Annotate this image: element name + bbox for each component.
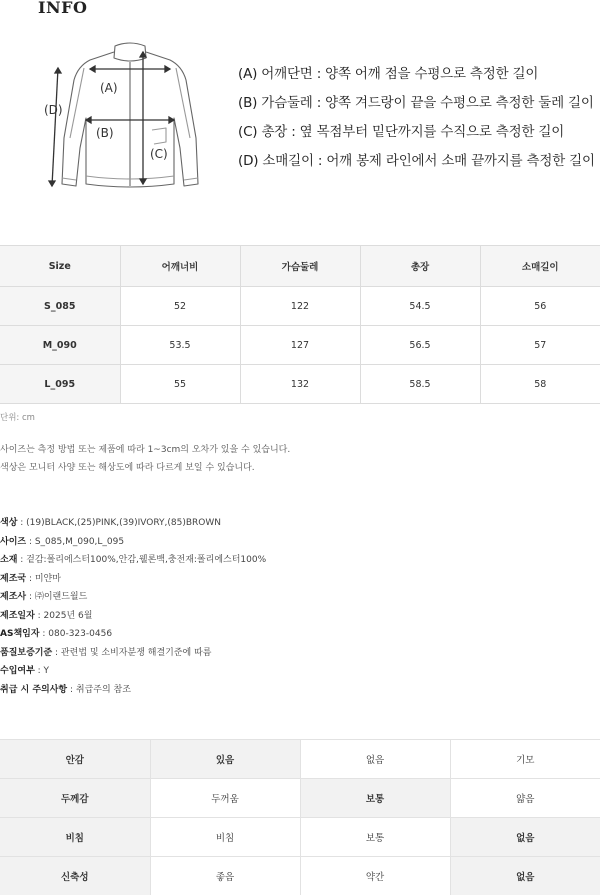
fabric-feel-table bbox=[0, 739, 600, 895]
spec-label: 수입여부 bbox=[0, 666, 35, 676]
label-c: (C) bbox=[150, 147, 168, 161]
spec-value: : 취급주의 참조 bbox=[67, 684, 131, 695]
spec-label: 사이즈 bbox=[0, 536, 27, 547]
size-cell: S_085 bbox=[0, 287, 120, 326]
feel-row-label: 안감 bbox=[0, 740, 150, 779]
jacket-measurement-diagram bbox=[40, 38, 220, 198]
spec-value: : 겉감:폴리에스터100%,안감,웰론백,충전재:폴리에스터100% bbox=[17, 555, 267, 565]
size-cell: 56.5 bbox=[360, 326, 480, 365]
spec-label: 제조국 bbox=[0, 573, 27, 584]
feel-option: 얇음 bbox=[450, 779, 600, 818]
feel-row-label: 신축성 bbox=[0, 857, 150, 895]
feel-option: 좋음 bbox=[150, 857, 300, 895]
spec-value: : 080-323-0456 bbox=[39, 629, 113, 639]
size-cell: 58.5 bbox=[360, 365, 480, 404]
feel-option: 비침 bbox=[150, 818, 300, 857]
table-row bbox=[0, 740, 600, 779]
spec-row-date bbox=[0, 608, 266, 627]
measurement-legend bbox=[238, 64, 595, 180]
legend-line-c: (C) 총장 : 옆 목점부터 밑단까지를 수직으로 측정한 길이 bbox=[238, 124, 565, 140]
size-header-size: Size bbox=[0, 246, 120, 287]
table-row bbox=[0, 365, 600, 404]
spec-label: 색상 bbox=[0, 518, 18, 528]
spec-label: 제조사 bbox=[0, 592, 27, 602]
spec-value: : (19)BLACK,(25)PINK,(39)IVORY,(85)BROWN bbox=[17, 518, 221, 528]
spec-value: : ㈜이랜드월드 bbox=[26, 592, 88, 602]
feel-option: 약간 bbox=[300, 857, 450, 895]
feel-option: 없음 bbox=[450, 818, 600, 857]
spec-label: AS책임자 bbox=[0, 629, 40, 639]
table-row bbox=[0, 818, 600, 857]
feel-option: 두꺼움 bbox=[150, 779, 300, 818]
spec-row-color bbox=[0, 515, 266, 534]
feel-option: 보통 bbox=[300, 818, 450, 857]
spec-value: : 관련법 및 소비자분쟁 해결기준에 따름 bbox=[52, 647, 212, 658]
size-header-length: 총장 bbox=[360, 246, 480, 287]
page-title: INFO bbox=[38, 0, 88, 17]
spec-row-import bbox=[0, 663, 266, 682]
spec-label: 품질보증기준 bbox=[0, 647, 53, 658]
label-a: (A) bbox=[100, 81, 118, 95]
feel-option: 있음 bbox=[150, 740, 300, 779]
size-cell: L_095 bbox=[0, 365, 120, 404]
size-cell: M_090 bbox=[0, 326, 120, 365]
spec-row-manufacturer bbox=[0, 589, 266, 608]
spec-row-as bbox=[0, 626, 266, 645]
legend-line-d: (D) 소매길이 : 어깨 봉제 라인에서 소매 끝까지를 측정한 길이 bbox=[238, 153, 595, 169]
spec-row-material bbox=[0, 552, 266, 571]
spec-row-country bbox=[0, 571, 266, 590]
spec-row-warranty bbox=[0, 645, 266, 664]
size-cell: 127 bbox=[240, 326, 360, 365]
table-row bbox=[0, 857, 600, 895]
feel-row-label: 비침 bbox=[0, 818, 150, 857]
spec-label: 소재 bbox=[0, 555, 18, 565]
size-cell: 54.5 bbox=[360, 287, 480, 326]
size-cell: 55 bbox=[120, 365, 240, 404]
label-d: (D) bbox=[44, 103, 63, 117]
size-cell: 52 bbox=[120, 287, 240, 326]
unit-note: 단위: cm bbox=[0, 413, 35, 423]
size-table-header-row bbox=[0, 246, 600, 287]
table-row bbox=[0, 326, 600, 365]
size-notes bbox=[0, 441, 290, 477]
size-header-chest: 가슴둘레 bbox=[240, 246, 360, 287]
spec-row-size bbox=[0, 534, 266, 553]
legend-line-a: (A) 어깨단면 : 양쪽 어깨 점을 수평으로 측정한 길이 bbox=[238, 66, 539, 82]
table-row bbox=[0, 779, 600, 818]
spec-label: 취급 시 주의사항 bbox=[0, 684, 68, 695]
size-table bbox=[0, 245, 600, 404]
size-cell: 57 bbox=[480, 326, 600, 365]
legend-line-b: (B) 가슴둘레 : 양쪽 겨드랑이 끝을 수평으로 측정한 둘레 길이 bbox=[238, 95, 594, 111]
size-header-shoulder: 어깨너비 bbox=[120, 246, 240, 287]
product-specs bbox=[0, 515, 266, 700]
size-cell: 56 bbox=[480, 287, 600, 326]
feel-option: 없음 bbox=[300, 740, 450, 779]
note-line: 사이즈는 측정 방법 또는 제품에 따라 1~3cm의 오차가 있을 수 있습니다. bbox=[0, 445, 291, 455]
spec-label: 제조일자 bbox=[0, 610, 35, 621]
note-line: 색상은 모니터 사양 또는 해상도에 따라 다르게 보일 수 있습니다. bbox=[0, 463, 255, 473]
feel-option: 기모 bbox=[450, 740, 600, 779]
feel-row-label: 두께감 bbox=[0, 779, 150, 818]
size-cell: 53.5 bbox=[120, 326, 240, 365]
feel-option: 없음 bbox=[450, 857, 600, 895]
size-cell: 132 bbox=[240, 365, 360, 404]
spec-row-care bbox=[0, 682, 266, 701]
spec-value: : S_085,M_090,L_095 bbox=[26, 536, 125, 547]
label-b: (B) bbox=[96, 126, 114, 140]
size-cell: 122 bbox=[240, 287, 360, 326]
size-header-sleeve: 소매길이 bbox=[480, 246, 600, 287]
spec-value: : 2025년 6월 bbox=[34, 610, 93, 621]
table-row bbox=[0, 287, 600, 326]
feel-option: 보통 bbox=[300, 779, 450, 818]
size-cell: 58 bbox=[480, 365, 600, 404]
spec-value: : 미얀마 bbox=[26, 573, 61, 584]
spec-value: : Y bbox=[34, 666, 50, 676]
